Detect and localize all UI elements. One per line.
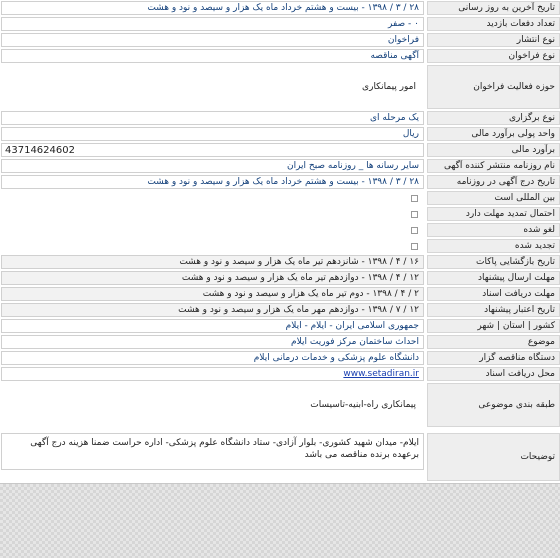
cancelled-checkbox [411, 227, 418, 234]
value-visit-count: ۰ - صفر [1, 17, 424, 31]
row-currency [0, 126, 560, 142]
label-docs-deadline: مهلت دریافت اسناد [427, 287, 560, 301]
label-validity-date: تاریخ اعتبار پیشنهاد [427, 303, 560, 317]
value-international [1, 191, 424, 205]
row-publish-date [0, 174, 560, 190]
value-holding-type: یک مرحله ای [1, 111, 424, 125]
label-call-type: نوع فراخوان [427, 49, 560, 63]
value-cancelled [1, 223, 424, 237]
value-description: ایلام- میدان شهید کشوری- بلوار آزادی- ستاد دانشگاه علوم پزشکی- اداره حراست ضمنا هزینه درج آگهی برعهده برنده مناقصه می باشد [1, 433, 424, 470]
row-estimate [0, 142, 560, 158]
row-activity-area [0, 64, 560, 110]
row-docs-location [0, 366, 560, 382]
value-publish-type: فراخوان [1, 33, 424, 47]
label-international: بین المللی است [427, 191, 560, 205]
row-opening-date [0, 254, 560, 270]
label-holding-type: نوع برگزاری [427, 111, 560, 125]
row-submit-deadline [0, 270, 560, 286]
label-opening-date: تاریخ بازگشایی پاکات [427, 255, 560, 269]
value-newspaper: سایر رسانه ها _ روزنامه صبح ایران [1, 159, 424, 173]
row-newspaper [0, 158, 560, 174]
row-holding-type [0, 110, 560, 126]
value-currency: ریال [1, 127, 424, 141]
value-activity-area: امور پیمانکاری [362, 82, 416, 92]
value-opening-date: ۱۶ / ۴ / ۱۳۹۸ - شانزدهم تیر ماه یک هزار و سیصد و نود و هشت [1, 255, 424, 269]
row-visit-count [0, 16, 560, 32]
row-international [0, 190, 560, 206]
label-organizer: دستگاه مناقصه گزار [427, 351, 560, 365]
value-call-type: آگهی مناقصه [1, 49, 424, 63]
row-docs-deadline [0, 286, 560, 302]
label-activity-area: حوزه فعالیت فراخوان [427, 65, 560, 109]
label-category: طبقه بندی موضوعی [427, 383, 560, 427]
renewed-checkbox [411, 243, 418, 250]
value-organizer: دانشگاه علوم پزشکی و خدمات درمانی ایلام [1, 351, 424, 365]
row-call-type [0, 48, 560, 64]
value-estimate: 43714624602 [1, 143, 424, 157]
row-publish-type [0, 32, 560, 48]
value-publish-date: ۲۸ / ۳ / ۱۳۹۸ - بیست و هشتم خرداد ماه یک هزار و سیصد و نود و هشت [1, 175, 424, 189]
row-organizer [0, 350, 560, 366]
value-submit-deadline: ۱۲ / ۴ / ۱۳۹۸ - دوازدهم تیر ماه یک هزار و سیصد و نود و هشت [1, 271, 424, 285]
value-docs-deadline: ۲ / ۴ / ۱۳۹۸ - دوم تیر ماه یک هزار و سیصد و نود و هشت [1, 287, 424, 301]
extension-checkbox [411, 211, 418, 218]
label-description: توضیحات [427, 433, 560, 481]
label-newspaper: نام روزنامه منتشر کننده آگهی [427, 159, 560, 173]
label-location: کشور | استان | شهر [427, 319, 560, 333]
row-location [0, 318, 560, 334]
row-cancelled [0, 222, 560, 238]
label-estimate: برآورد مالی [427, 143, 560, 157]
value-extension [1, 207, 424, 221]
label-renewed: تجدید شده [427, 239, 560, 253]
label-last-update: تاریخ آخرین به روز رسانی [427, 1, 560, 15]
background-pattern [0, 483, 560, 558]
value-last-update: ۲۸ / ۳ / ۱۳۹۸ - بیست و هشتم خرداد ماه یک هزار و سیصد و نود و هشت [1, 1, 424, 15]
label-cancelled: لغو شده [427, 223, 560, 237]
value-validity-date: ۱۲ / ۷ / ۱۳۹۸ - دوازدهم مهر ماه یک هزار و سیصد و نود و هشت [1, 303, 424, 317]
label-publish-type: نوع انتشار [427, 33, 560, 47]
row-last-update [0, 0, 560, 16]
row-extension [0, 206, 560, 222]
row-description [0, 432, 560, 482]
docs-location-link[interactable]: www.setadiran.ir [1, 367, 424, 381]
label-visit-count: تعداد دفعات بازدید [427, 17, 560, 31]
value-location: جمهوری اسلامی ایران - ایلام - ایلام [1, 319, 424, 333]
international-checkbox [411, 195, 418, 202]
label-subject: موضوع [427, 335, 560, 349]
value-subject: احداث ساختمان مرکز فوریت ایلام [1, 335, 424, 349]
value-category: پیمانکاری راه-ابنیه-تاسیسات [310, 400, 416, 410]
label-extension: احتمال تمدید مهلت دارد [427, 207, 560, 221]
label-publish-date: تاریخ درج آگهی در روزنامه [427, 175, 560, 189]
label-currency: واحد پولی برآورد مالی [427, 127, 560, 141]
row-renewed [0, 238, 560, 254]
row-category [0, 382, 560, 428]
row-validity-date [0, 302, 560, 318]
row-subject [0, 334, 560, 350]
value-renewed [1, 239, 424, 253]
label-submit-deadline: مهلت ارسال پیشنهاد [427, 271, 560, 285]
label-docs-location: محل دریافت اسناد [427, 367, 560, 381]
